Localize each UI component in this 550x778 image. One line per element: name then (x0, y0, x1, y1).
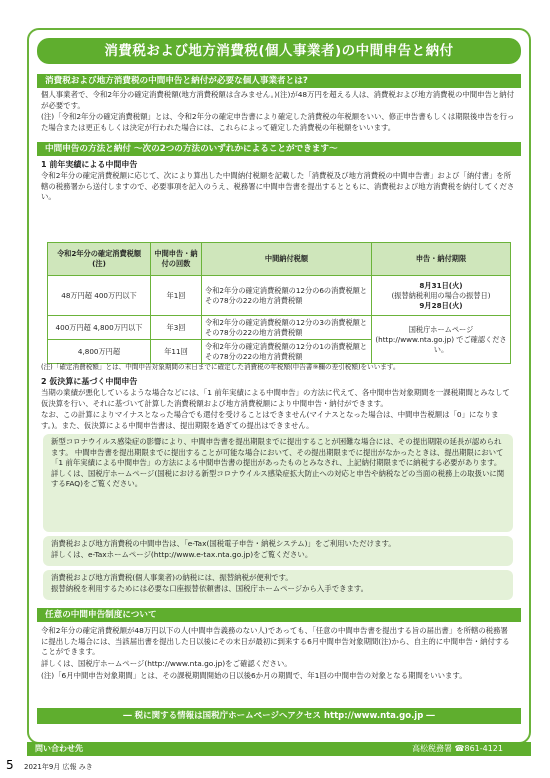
deadline-transfer-note: (振替納税利用の場合の振替日) (391, 290, 491, 300)
section-header-voluntary: 任意の中間申告制度について (37, 608, 521, 622)
contact-footer (27, 742, 531, 756)
table-row-2-tax: 令和2年分の確定消費税額の12分の3の消費税額とその78分の22の地方消費税額 (202, 316, 372, 340)
table-row-1-tax: 令和2年分の確定消費税額の12分の6の消費税額とその78分の22の地方消費税額 (202, 276, 372, 316)
direct-debit-text: 消費税および地方消費税(個人事業者)の納税には、振替納税が便利です。 (51, 573, 293, 582)
paragraph-voluntary-link: 詳しくは、国税庁ホームページ(http://www.nta.go.jp)をご確認ください。 (41, 659, 292, 668)
heading-previous-year: 1 前年実績による中間申告 (41, 160, 138, 169)
table-row-3-count: 年11回 (151, 340, 202, 364)
paragraph-provisional-note: なお、この計算によりマイナスとなった場合でも還付を受けることはできません(マイナスとなった場合は、中間申告税額は「0」になります。)。また、仮決算による中間申告書は、提出期限を過ぎての提出はできません。 (41, 410, 499, 430)
content-frame (27, 28, 531, 744)
interim-tax-table (47, 242, 511, 364)
table-note: (注)「確定消費税額」とは、中間申告対象期間の末日までに確定した消費税の年税額(申告書⑨欄の差引税額)をいいます。 (41, 363, 400, 371)
table-row-1-deadline (372, 276, 511, 316)
issue-info: 2021年9月 広報 みき (24, 763, 93, 771)
table-row-1-count: 年1回 (151, 276, 202, 316)
footer-contact-info: 高松税務署 ☎861-4121 (411, 744, 503, 753)
table-row-2-amount: 400万円超 4,800万円以下 (48, 316, 151, 340)
paragraph-who: 個人事業者で、令和2年分の確定消費税額(地方消費税額は含みません。)(注)が48万円を超える人は、消費税および地方消費税の中間申告と納付が必要です。 (41, 90, 515, 110)
table-row-1-amount: 48万円超 400万円以下 (48, 276, 151, 316)
nta-website-banner: ― 税に関する情報は国税庁ホームページへアクセス http://www.nta.go.jp ― (37, 708, 521, 724)
table-row-3-amount: 4,800万円超 (48, 340, 151, 364)
etax-link-text: 詳しくは、e-Taxホームページ(http://www.e-tax.nta.go.jp)をご覧ください。 (51, 549, 313, 559)
table-header-amount: 令和2年分の確定消費税額(注) (48, 243, 151, 276)
paragraph-previous-year: 令和2年分の確定消費税額に応じて、次により算出した中間納付税額を記載した「消費税及び地方消費税の中間申告書」および「納付書」を所轄の税務署から送付しますので、必要事項を記入のうえ、税務署に中間申告書を提出するとともに、消費税および地方消費税を納付してください。 (41, 171, 515, 201)
direct-debit-form-text: 振替納税を利用するためには必要な口座振替依頼書は、国税庁ホームページから入手できます。 (51, 583, 369, 593)
table-header-deadline: 申告・納付期限 (372, 243, 511, 276)
page-number: 5 (6, 758, 14, 772)
paragraph-voluntary-note: (注)「6月中間申告対象期間」とは、その課税期間開始の日以後6か月の期間で、年1回の中間申告の対象となる期間をいいます。 (41, 671, 467, 680)
deadline-date: 8月31日(火) (419, 280, 463, 290)
section-header-who: 消費税および地方消費税の中間申告と納付が必要な個人事業者とは? (37, 74, 521, 88)
paragraph-provisional: 当期の業績が悪化しているような場合などには、「1 前年実績による中間申告」の方法に代えて、各中間申告対象期間を一課税期間とみなして仮決算を行い、それに基づいて計算した消費税額および地方消費税額により中間申告・納付ができます。 (41, 388, 510, 408)
table-row-2-count: 年3回 (151, 316, 202, 340)
etax-box (43, 536, 513, 566)
deadline-transfer-date: 9月28日(火) (419, 300, 463, 310)
table-header-tax: 中間納付税額 (202, 243, 372, 276)
note-definition: (注)「令和2年分の確定消費税額」とは、令和2年分の確定申告書により確定した消費税の年税額をいい、修正申告書もしくは期限後申告を行った場合または更正もしくは決定が行われた場合には、これらによって確定した消費税の年税額をいいます。 (41, 112, 515, 132)
heading-provisional: 2 仮決算に基づく中間申告 (41, 377, 138, 386)
page-title: 消費税および地方消費税(個人事業者)の中間申告と納付 (37, 38, 521, 64)
table-deadline-nta-link: 国税庁ホームページ (http://www.nta.go.jp) でご確認ください。 (372, 316, 511, 364)
covid-extension-box: 新型コロナウイルス感染症の影響により、中間申告書を提出期限までに提出することが困難な場合には、その提出期限の延長が認められます。 中間申告書を提出期限までに提出することが可能な場合において、その提出期限までに提出がなかったときは、提出期限において「1 前年実績による中間申告」の方法による中間申告書の提出があったものとみなされ、上記納付期限までに納税する必要があります。 詳しくは、国税庁ホームページ(国税における新型コロナウイルス感染症拡大防止への対応と申告や納税などの当面の税務上の取扱いに関するFAQ)をご覧ください。 (43, 434, 513, 532)
direct-debit-box (43, 570, 513, 600)
table-header-count: 中間申告・納付の回数 (151, 243, 202, 276)
footer-contact-label: 問い合わせ先 (35, 744, 83, 753)
table-row-3-tax: 令和2年分の確定消費税額の12分の1の消費税額とその78分の22の地方消費税額 (202, 340, 372, 364)
section-header-method: 中間申告の方法と納付 〜次の2つの方法のいずれかによることができます〜 (37, 142, 521, 156)
etax-text: 消費税および地方消費税の中間申告は、「e-Tax(国税電子申告・納税システム)」をご利用いただけます。 (51, 539, 396, 548)
paragraph-voluntary: 令和2年分の確定消費税額が48万円以下の人(中間申告義務のない人)であっても、「任意の中間申告書を提出する旨の届出書」を所轄の税務署に提出した場合には、当該届出書を提出した日以後にその末日が最初に到来する6月中間申告対象期間(注)から、自主的に中間申告・納付することができます。 (41, 626, 510, 656)
